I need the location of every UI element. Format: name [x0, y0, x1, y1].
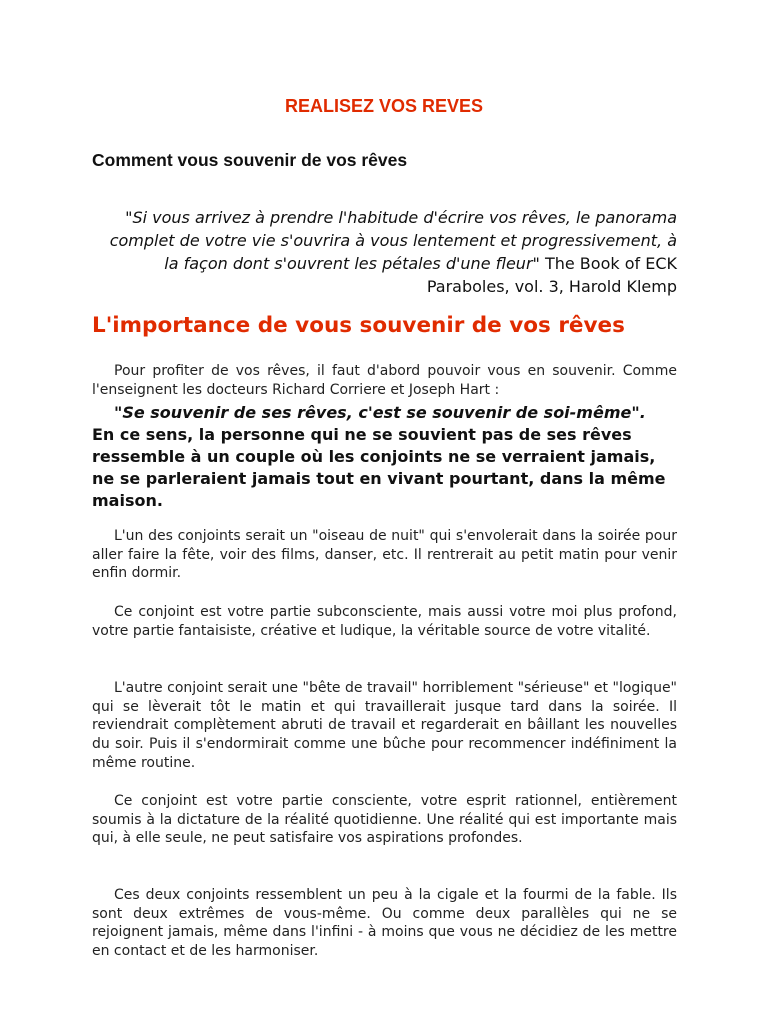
intro-paragraph	[92, 362, 677, 399]
paragraph-text: L'un des conjoints serait un "oiseau de nuit" qui s'envolerait dans la soirée pour aller faire la fête, voir des films, danser, etc. Il rentrerait au petit matin pour venir enfin dormir.	[92, 528, 677, 582]
body-paragraph	[92, 527, 677, 583]
body-paragraph	[92, 603, 677, 640]
epigraph	[92, 206, 677, 298]
key-statement	[92, 402, 677, 512]
body-paragraph	[92, 886, 677, 961]
paragraph-text: Ce conjoint est votre partie subconsciente, mais aussi votre moi plus profond, votre partie fantaisiste, créative et ludique, la véritable source de votre vitalité.	[92, 604, 677, 639]
document-title: REALISEZ VOS REVES	[284, 96, 484, 116]
key-quote: "Se souvenir de ses rêves, c'est se souvenir de soi-même".	[114, 403, 646, 422]
body-paragraph	[92, 792, 677, 848]
intro-text: Pour profiter de vos rêves, il faut d'abord pouvoir vous en souvenir. Comme l'enseignent les docteurs Richard Corriere et Joseph Hart :	[92, 363, 677, 398]
body-paragraph	[92, 679, 677, 773]
key-text: En ce sens, la personne qui ne se souvient pas de ses rêves ressemble à un couple où les conjoints ne se verraient jamais, ne se parleraient jamais tout en vivant pourtant, dans la même maison.	[92, 425, 666, 510]
paragraph-text: Ce conjoint est votre partie consciente, votre esprit rationnel, entièrement soumis à la dictature de la réalité quotidienne. Une réalité qui est importante mais qui, à elle seule, ne peut satisfaire vos aspirations profondes.	[92, 793, 677, 847]
section-title: L'importance de vous souvenir de vos rêves	[92, 313, 625, 338]
epigraph-source: The Book of ECK Paraboles, vol. 3, Harold Klemp	[426, 254, 677, 296]
document-subtitle: Comment vous souvenir de vos rêves	[92, 150, 408, 170]
paragraph-text: Ces deux conjoints ressemblent un peu à la cigale et la fourmi de la fable. Ils sont deux extrêmes de vous-même. Ou comme deux parallèles qui ne se rejoignent jamais, même dans l'infini - à moins que vous ne décidiez de les mettre en contact et de les harmoniser.	[92, 887, 677, 960]
epigraph-quote: "Si vous arrivez à prendre l'habitude d'écrire vos rêves, le panorama complet de votre vie s'ouvrira à vous lentement et progressivement, à la façon dont s'ouvrent les pétales d'une fleur"	[109, 208, 677, 273]
paragraph-text: L'autre conjoint serait une "bête de travail" horriblement "sérieuse" et "logique" qui se lèverait tôt le matin et qui travaillerait jusque tard dans la soirée. Il reviendrait complètement abruti de travail et regarderait en bâillant les nouvelles du soir. Puis il s'endormirait comme une bûche pour recommencer indéfiniment la même routine.	[92, 680, 677, 771]
